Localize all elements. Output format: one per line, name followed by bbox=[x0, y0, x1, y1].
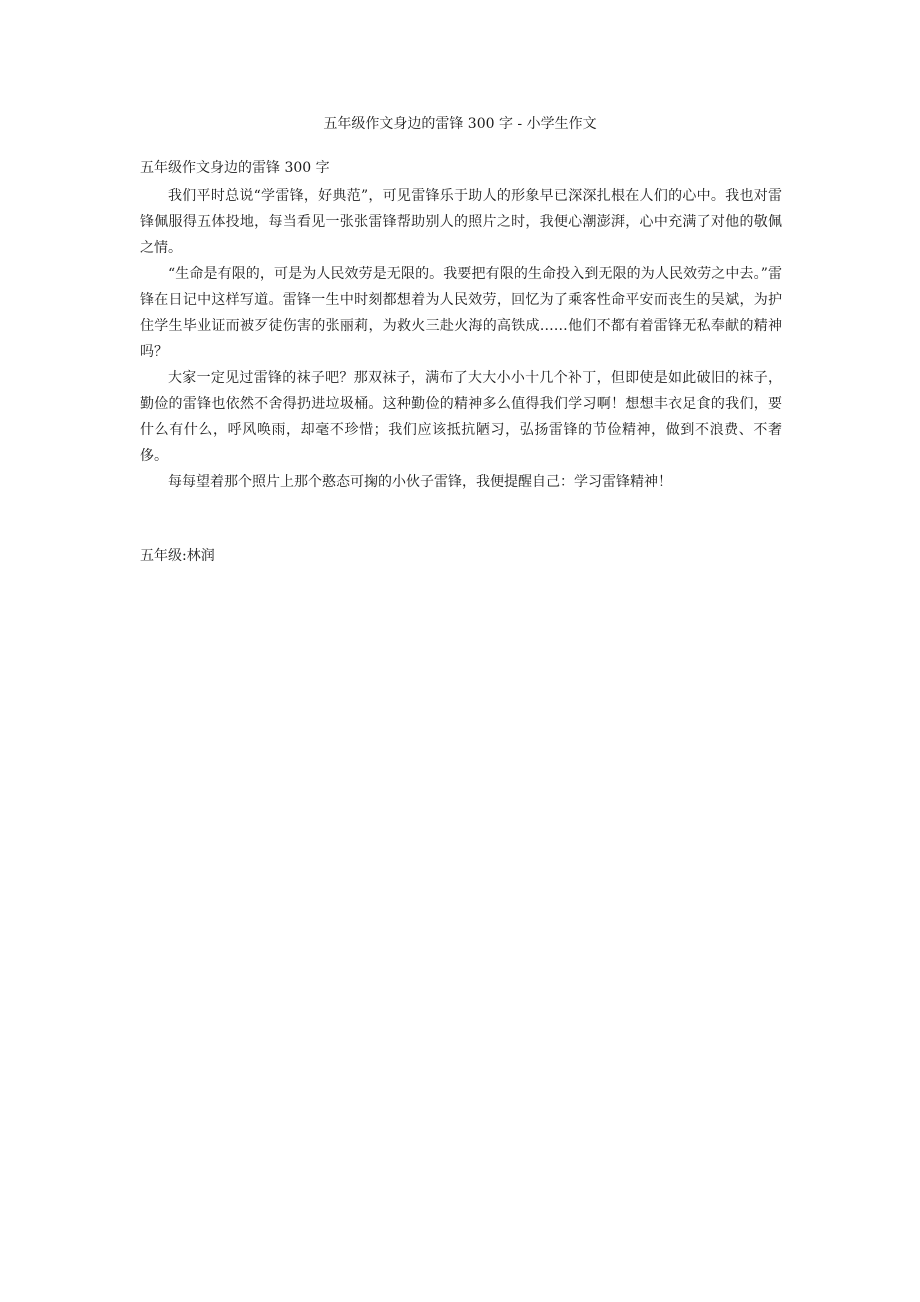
essay-body bbox=[140, 183, 782, 495]
essay-paragraph: 每每望着那个照片上那个憨态可掬的小伙子雷锋，我便提醒自己：学习雷锋精神！ bbox=[168, 474, 672, 490]
essay-paragraph: “生命是有限的，可是为人民效劳是无限的。我要把有限的生命投入到无限的为人民效劳之中去。”雷锋在日记中这样写道。雷锋一生中时刻都想着为人民效劳，回忆为了乘客性命平安而丧生的吴斌，为护住学生毕业证而被歹徒伤害的张丽莉，为救火三赴火海的高铁成……他们不都有着雷锋无私奉献的精神吗？ bbox=[140, 266, 782, 360]
essay-paragraph: 大家一定见过雷锋的袜子吧？那双袜子，满布了大大小小十几个补丁，但即使是如此破旧的袜子，勤俭的雷锋也依然不舍得扔进垃圾桶。这种勤俭的精神多么值得我们学习啊！想想丰衣足食的我们，要什么有什么，呼风唤雨，却毫不珍惜；我们应该抵抗陋习，弘扬雷锋的节俭精神，做到不浪费、不奢侈。 bbox=[140, 370, 782, 464]
essay-paragraph: 我们平时总说“学雷锋，好典范”，可见雷锋乐于助人的形象早已深深扎根在人们的心中。我也对雷锋佩服得五体投地，每当看见一张张雷锋帮助别人的照片之时，我便心潮澎湃，心中充满了对他的敬佩之情。 bbox=[140, 188, 782, 256]
essay-subtitle: 五年级作文身边的雷锋 300 字 bbox=[140, 160, 330, 176]
author-signature: 五年级:林润 bbox=[140, 548, 215, 564]
document-title: 五年级作文身边的雷锋 300 字 - 小学生作文 bbox=[323, 116, 597, 132]
